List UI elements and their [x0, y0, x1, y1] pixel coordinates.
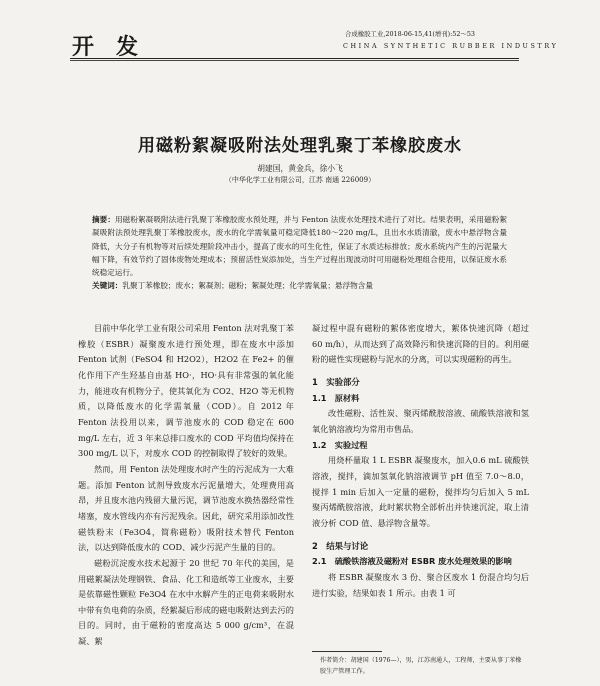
header-rule — [70, 58, 519, 59]
journal-citation: 合成橡胶工业,2018-06-15,41(增刊):52～53 — [345, 30, 475, 38]
journal-name-en: CHINA SYNTHETIC RUBBER INDUSTRY — [343, 42, 559, 50]
article-affiliation: （中华化学工业有限公司，江苏 南通 226009） — [224, 176, 376, 184]
keywords-label: 关键词： — [92, 281, 123, 290]
body-paragraph: 磁粉沉淀废水技术起源于 20 世纪 70 年代的美国，是用磁絮凝法处理钢铁、食品、化工和造纸等工业废水，主要是依靠磁性颗粒 Fe3O4 在水中水解产生的正电荷来吸附水中带有负电荷的杂质，经絮凝后形成的磁电吸附达到去污的目的。同时，由于磁粉的密度高达 5 000 g/cm³，在混凝、絮 — [78, 557, 294, 647]
footnote-rule — [312, 651, 382, 652]
keywords-text: 乳聚丁苯橡胶；废水；絮凝剂；磁粉；絮凝处理；化学需氧量；悬浮物含量 — [122, 281, 373, 290]
subsection-heading: 1.1 原材料 — [312, 392, 360, 403]
body-paragraph: 用烧杯量取 1 L ESBR 凝聚废水，加入0.6 mL 硫酸铁溶液，搅拌，滴加氢氧化钠溶液调节 pH 值至 7.0～8.0，搅拌 1 min 后加入一定量的磁粉，搅拌均匀后加入 5 mL 聚丙烯酰胺溶液，此时絮状物全部析出并快速沉淀，取上清液分析 COD 值、悬浮物含量等。 — [312, 455, 529, 528]
header-rule-thin — [70, 60, 519, 61]
section-heading: 2 结果与讨论 — [312, 540, 369, 551]
body-paragraph: 然而，用 Fenton 法处理废水时产生的污泥成为一大难题。添加 Fenton 试剂导致废水污泥量增大，处理费用高昂，并且废水池内残留大量污泥，调节池废水换热器经常性堵塞，废水管线内亦有污泥残余。因此，研究采用添加改性磁铁粉末（Fe3O4，简称磁粉）吸附技术替代 Fenton 法，以达到降低废水的 COD、减少污泥产生量的目的。 — [78, 463, 294, 553]
section-label: 开发 — [72, 34, 161, 60]
body-paragraph: 改性磁粉、活性炭、聚丙烯酰胺溶液、硫酸铁溶液和氢氧化钠溶液均为常用市售品。 — [312, 408, 529, 434]
abstract-label: 摘要： — [92, 215, 116, 224]
keywords — [92, 279, 507, 292]
body-paragraph: 凝过程中混有磁粉的絮体密度增大，絮体快速沉降（超过 60 m/h），从而达到了高效降污和快速沉降的目的。利用磁粉的磁性实现磁粉与泥水的分离，可以实现磁粉的再生。 — [312, 323, 529, 365]
abstract-text: 用磁粉絮凝吸附法进行乳聚丁苯橡胶废水预处理，并与 Fenton 法废水处理技术进行了对比。结果表明，采用磁粉絮凝吸附法预处理乳聚丁苯橡胶废水，废水的化学需氧量可稳定降低180～220 mg/L，且出水水质清澈，废水中悬浮物含量降低，大分子有机物等对后续处理阶段冲击小，提高了废水的可生化性，保证了水质达标排放；废水系统内产生的污泥量大幅下降，有效节约了固体废物处理成本；预留活性炭添加处，当生产过程出现波动时可用磁粉处理组合使用，以保证废水系统稳定运行。 — [92, 215, 508, 278]
article-title: 用磁粉絮凝吸附法处理乳聚丁苯橡胶废水 — [138, 136, 462, 156]
body-paragraph: 将 ESBR 凝聚废水 3 份、聚合区废水 1 份混合均匀后进行实验，结果如表 1 所示。由表 1 可 — [312, 571, 529, 598]
body-paragraph: 目前中华化学工业有限公司采用 Fenton 法对乳聚丁苯橡胶（ESBR）凝聚废水进行预处理，即在废水中添加 Fenton 试剂（FeSO4 和 H2O2），H2O2 在 Fe2+ 的催化作用下产生羟基自由基 HO·，HO·具有非常强的氧化能力，能进攻有机物分子，使其氧化为 CO2、H2O 等无机物质，以降低废水的化学需氧量（COD）。自 2012 年 Fenton 法投用以来，调节池废水的 COD 稳定在 600 mg/L 左右，近 3 年来总排口废水的 COD 平均值均保持在 300 mg/L 以下，对废水 COD 的控制取得了较好的效果。 — [78, 323, 294, 459]
abstract — [92, 213, 507, 279]
subsection-heading: 2.1 硫酸铁溶液及磁粉对 ESBR 废水处理效果的影响 — [312, 556, 512, 567]
article-authors: 胡建国，黄金兵，徐小飞 — [257, 164, 343, 173]
section-heading: 1 实验部分 — [312, 376, 360, 387]
subsection-heading: 1.2 实验过程 — [312, 439, 368, 450]
right-column — [312, 321, 529, 601]
left-column — [78, 321, 294, 650]
author-footnote: 作者简介：胡建国（1976—），男，江苏南通人，工程师，主要从事丁苯橡胶生产管理工作。 — [320, 657, 522, 675]
